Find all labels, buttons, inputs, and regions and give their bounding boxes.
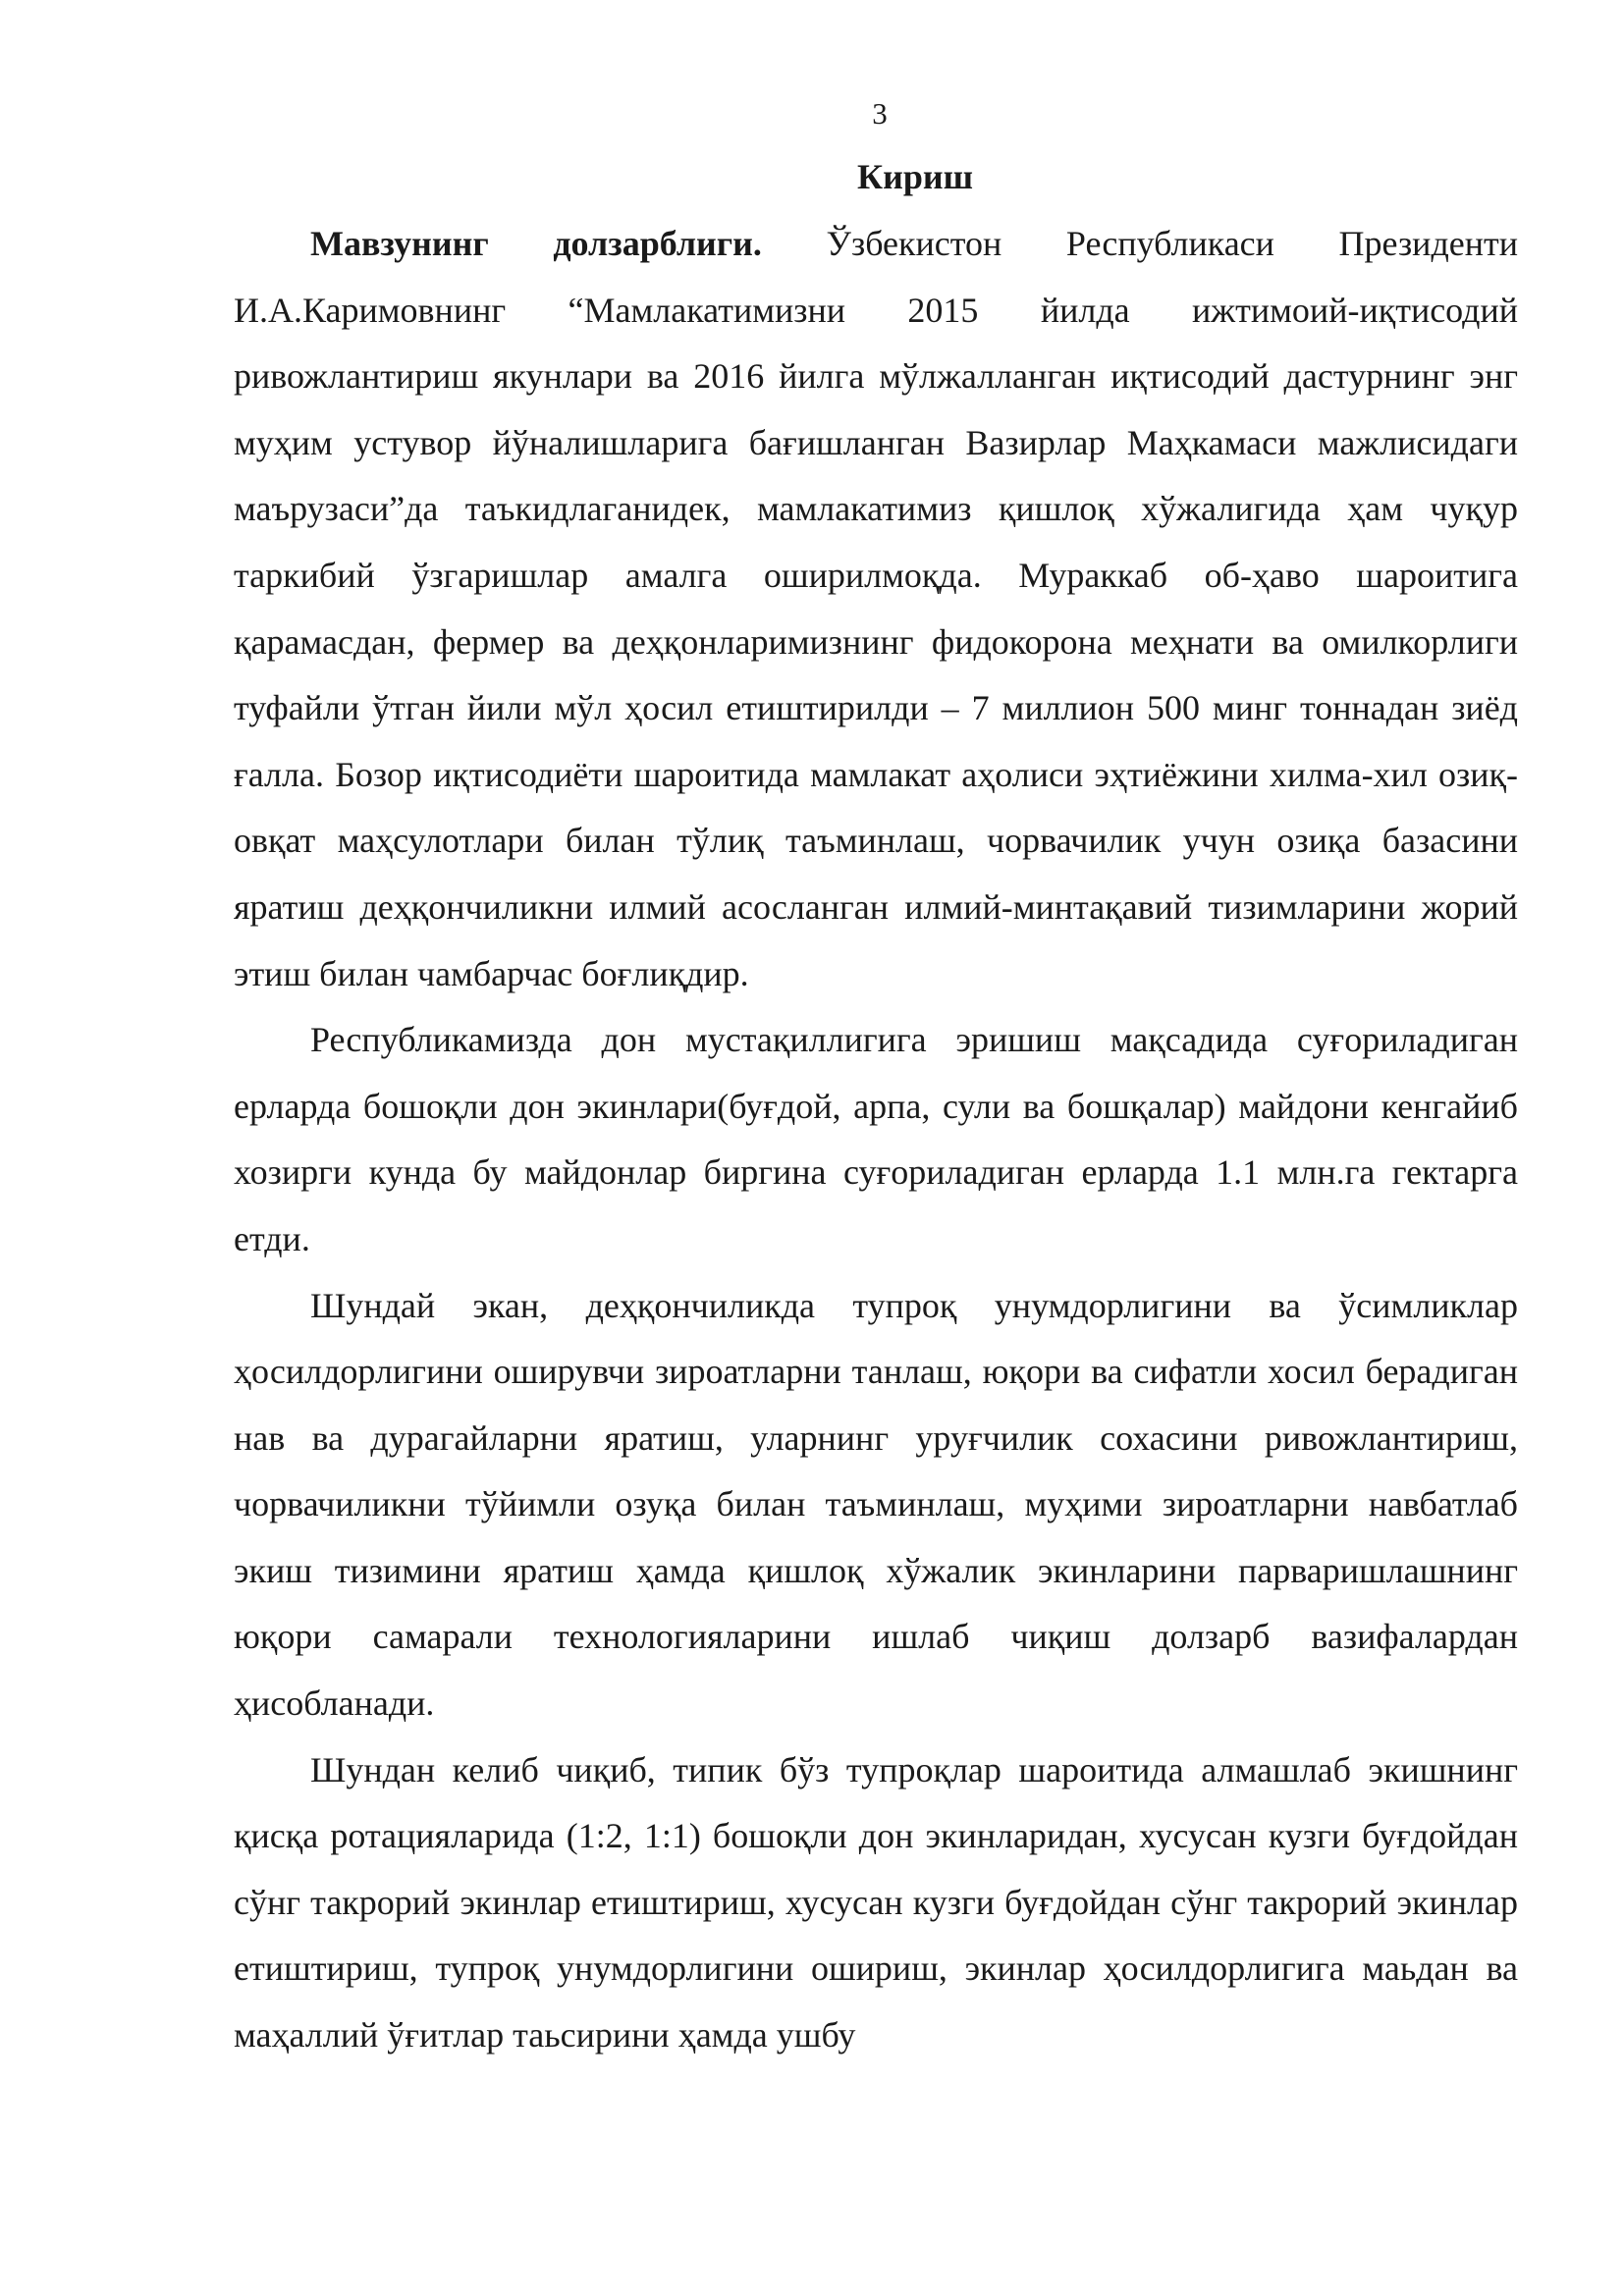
paragraph-text: Ўзбекистон Республикаси Президенти И.А.Каримовнинг “Мамлакатимизни 2015 йилда ижтимоий-иқтисодий ривожлантириш якунлари ва 2016 йилга мўлжалланган иқтисодий дастурнинг энг муҳим устувор йўналишларига бағишланган Вазирлар Маҳкамаси мажлисидаги маърузаси”да таъкидлаганидек, мамлакатимиз қишлоқ хўжалигида ҳам чуқур таркибий ўзгаришлар амалга оширилмоқда. Мураккаб об-ҳаво шароитига қарамасдан, фермер ва деҳқонларимизнинг фидокорона меҳнати ва омилкорлиги туфайли ўтган йили мўл ҳосил етиштирилди – 7 миллион 500 минг тоннадан зиёд ғалла. Бозор иқтисодиёти шароитида мамлакат аҳолиси эҳтиёжини хилма-хил озиқ-овқат маҳсулотлари билан тўлиқ таъминлаш, чорвачилик учун озиқа базасини яратиш деҳқончиликни илмий асосланган илмий-минтақавий тизимларини жорий этиш билан чамбарчас боғлиқдир. bbox=[234, 224, 1518, 993]
paragraph-lead-term: Мавзунинг долзарблиги. bbox=[310, 224, 762, 263]
paragraph-grain-independence: Республикамизда дон мустақиллигига эришиш мақсадида суғориладиган ерларда бошоқли дон экинлари(буғдой, арпа, сули ва бошқалар) майдони кенгайиб хозирги кунда бу майдонлар биргина суғориладиган ерларда 1.1 млн.га гектарга етди. bbox=[234, 1020, 1518, 1258]
page-number: 3 bbox=[872, 96, 888, 131]
paragraph-relevance bbox=[234, 211, 1518, 1007]
paragraph-tasks: Шундай экан, деҳқончиликда тупроқ унумдорлигини ва ўсимликлар ҳосилдорлигини оширувчи зироатларни танлаш, юқори ва сифатли хосил берадиган нав ва дурагайларни яратиш, уларнинг уруғчилик сохасини ривожлантириш, чорвачиликни тўйимли озуқа билан таъминлаш, муҳими зироатларни навбатлаб экиш тизимини яратиш ҳамда қишлоқ хўжалик экинларини парваришлашнинг юқори самарали технологияларини ишлаб чиқиш долзарб вазифалардан ҳисобланади. bbox=[234, 1285, 1518, 1724]
body-text bbox=[234, 211, 1518, 2069]
paragraph-research-basis: Шундан келиб чиқиб, типик бўз тупроқлар шароитида алмашлаб экишнинг қисқа ротацияларида (1:2, 1:1) бошоқли дон экинларидан, хусусан кузги буғдойдан сўнг такрорий экинлар етиштириш, хусусан кузги буғдойдан сўнг такрорий экинлар етиштириш, тупроқ унумдорлигини ошириш, экинлар ҳосилдорлигига маьдан ва маҳаллий ўғитлар таьсирини ҳамда ушбу bbox=[234, 1749, 1518, 2056]
section-heading: Кириш bbox=[856, 157, 973, 196]
